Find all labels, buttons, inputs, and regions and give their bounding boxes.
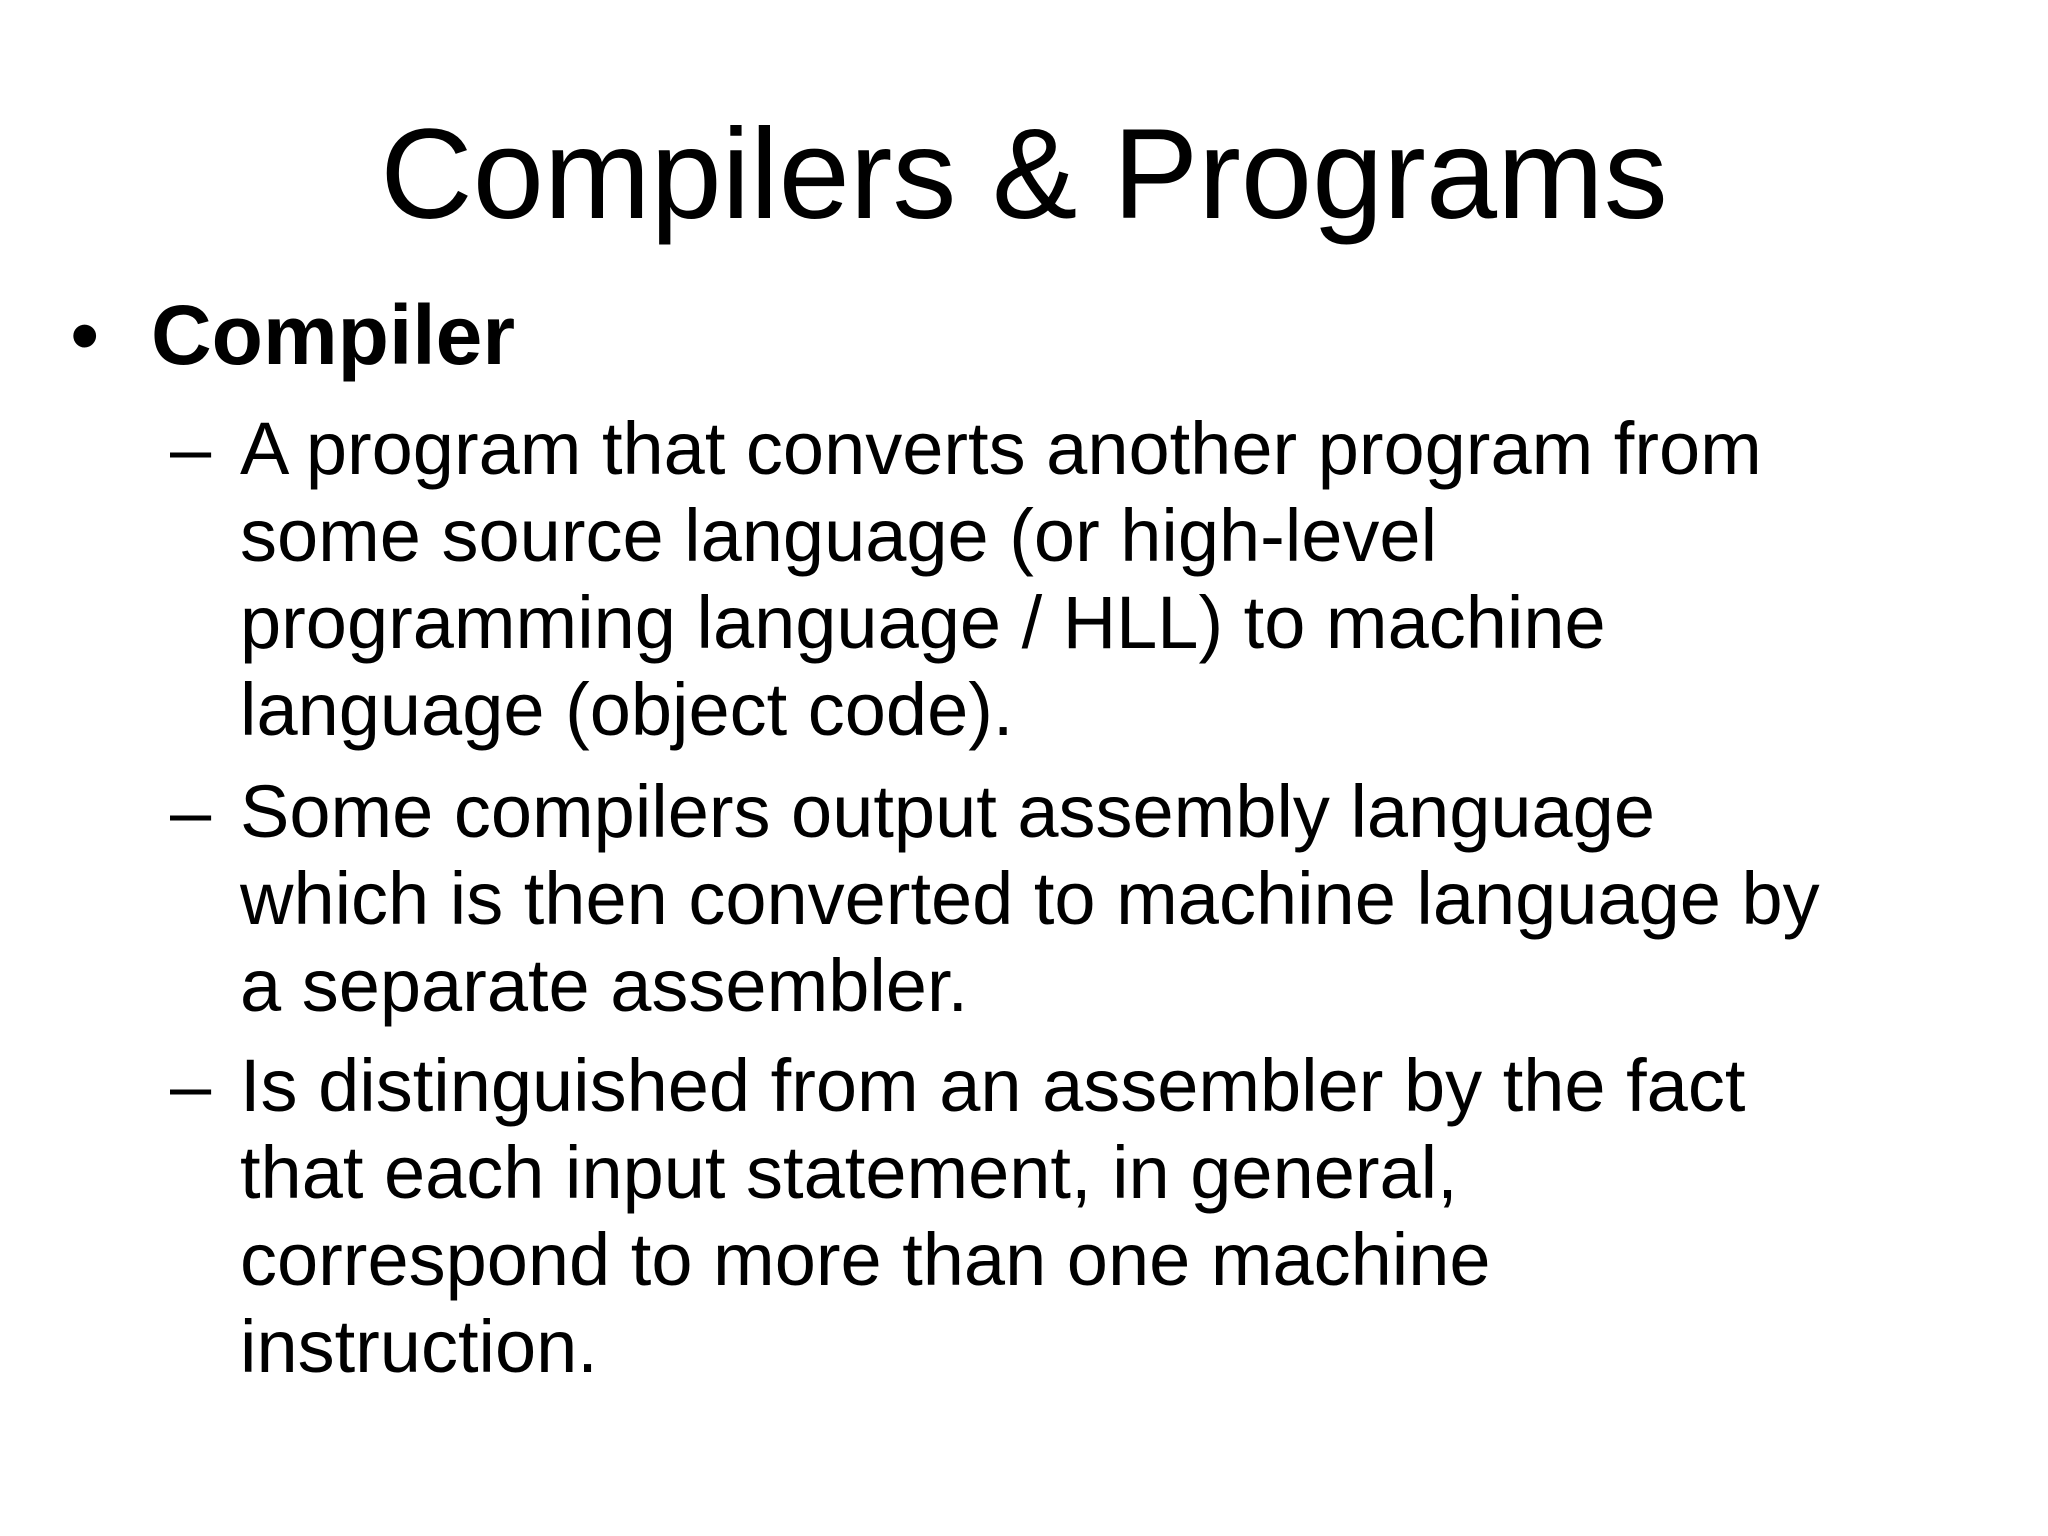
- dash-marker: –: [170, 770, 212, 853]
- sub-item-text: Is distinguished from an assembler by the fact that each input statement, in general, correspond to more than one machine instruction.: [240, 1044, 1746, 1388]
- dash-marker: –: [170, 407, 212, 490]
- bullet-label: Compiler: [151, 288, 516, 382]
- sub-item-text: A program that converts another program from some source language (or high-level programming language / HLL) to machine language (object code).: [240, 407, 1762, 751]
- dash-marker: –: [170, 1044, 212, 1127]
- bullet-marker: •: [70, 288, 100, 382]
- sub-item-text: Some compilers output assembly language which is then converted to machine language by a separate assembler.: [240, 770, 1820, 1027]
- slide-title: Compilers & Programs: [380, 103, 1668, 246]
